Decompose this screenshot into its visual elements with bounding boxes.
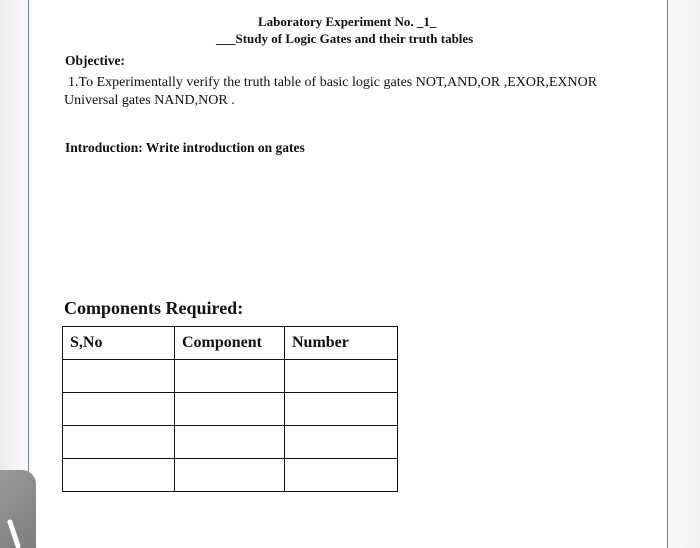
table-cell[interactable] <box>63 459 175 492</box>
table-cell[interactable] <box>63 360 175 393</box>
table-cell[interactable] <box>175 459 285 492</box>
objective-text-line-1: 1.To Experimentally verify the truth table of basic logic gates NOT,AND,OR ,EXOR,EXNOR <box>68 75 598 90</box>
table-cell[interactable] <box>285 360 398 393</box>
table-row <box>63 426 398 459</box>
table-cell[interactable] <box>175 393 285 426</box>
viewer-left-margin <box>0 0 28 548</box>
table-cell[interactable] <box>175 360 285 393</box>
introduction-heading: Introduction: Write introduction on gates <box>65 140 305 155</box>
header-sno: S,No <box>63 327 175 360</box>
viewer-right-margin <box>669 0 700 548</box>
table-cell[interactable] <box>285 393 398 426</box>
components-table <box>62 326 398 492</box>
table-cell[interactable] <box>63 426 175 459</box>
table-cell[interactable] <box>285 426 398 459</box>
table-cell[interactable] <box>175 426 285 459</box>
page-curl-icon <box>0 470 36 548</box>
table-row <box>63 360 398 393</box>
experiment-title: Laboratory Experiment No. _1_ <box>258 14 437 29</box>
table-row <box>63 459 398 492</box>
header-number: Number <box>285 327 398 360</box>
table-cell[interactable] <box>285 459 398 492</box>
page-scroll-handle[interactable] <box>0 470 36 548</box>
experiment-subtitle: ___Study of Logic Gates and their truth tables <box>216 31 474 46</box>
components-heading: Components Required: <box>64 298 244 318</box>
table-cell[interactable] <box>63 393 175 426</box>
objective-heading: Objective: <box>65 53 125 68</box>
table-row <box>63 393 398 426</box>
objective-text-line-2: Universal gates NAND,NOR . <box>64 93 235 108</box>
header-component: Component <box>175 327 285 360</box>
table-header-row <box>63 327 398 360</box>
